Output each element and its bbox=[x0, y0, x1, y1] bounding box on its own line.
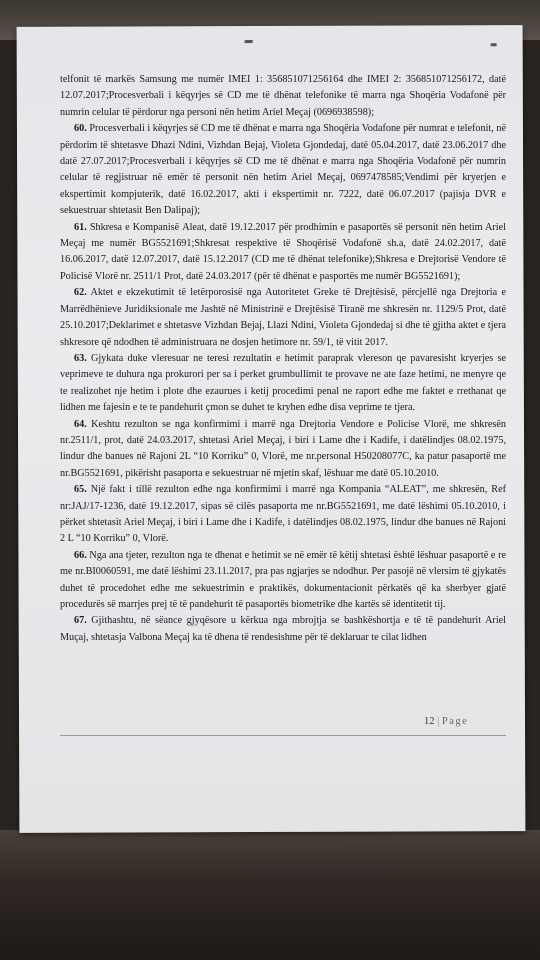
paragraph-number: 61. bbox=[74, 221, 87, 233]
paragraph-62 bbox=[60, 285, 506, 351]
mark-dash bbox=[491, 43, 497, 46]
paragraph-number: 66. bbox=[74, 549, 87, 561]
page-number: 12 bbox=[424, 716, 435, 727]
paragraph-number: 67. bbox=[74, 615, 87, 627]
paragraph-text: telfonit të markës Samsung me numër IMEI 1: 356851071256164 dhe IMEI 2: 356851071256172, datë 12.07.2017;Procesverbali i kёqyrjes sё CD me tё dhёnat telefonike tё marra nga Shoqёria Vodafonё pёr numrin celular tё pёrdorur nga personi nёn hetim Ariel Meçaj (0696938598); bbox=[60, 74, 506, 118]
paragraph-text: Aktet e ekzekutimit tё letёrporosisё nga Autoritetet Greke tё Drejtёsisё, pёrcjellё nga Drejtoria e Marrёdhёnieve Juridiksionale me Jashtё nё Ministrinё e Drejtёsisё Tiranё me shkresёn nr. 1129/5 Prot, datё 25.10.2017;Deklarimet e shtetasve Vizhdan Bejaj, Llazi Ndini, Violeta Gjondedaj si dhe tё gjitha aktet e tjera shkresore qё ndodhen tё administruara ne dosjen hetimore nr. 59/1, tё vitit 2017. bbox=[60, 287, 506, 348]
page-label: Page bbox=[441, 716, 469, 727]
paragraph-text: Nga ana tjeter, rezulton nga te dhenat e hetimit se nё emёr tё kёtij shtetasi ёshtё lёshuar pasaportё e re me nr.BI0060591, me datё lёshimi 23.11.2017, pra pas ngjarjes se ndodhur. Per pasojё nё vlersim tё gjykatёs duhet tё procedohet edhe me sekuestrimin e praktikёs, dokumentacionit pёrkatёs qё ka sherbyer gjatё procedurёs sё marrjes prej tё tё pandehurit tё pasaportёs biometrike dhe kartёs sё identitetit tij. bbox=[60, 549, 506, 610]
mark-dash bbox=[245, 40, 253, 43]
paragraph-61 bbox=[60, 220, 506, 286]
paragraph-text: Shkresa e Kompanisё Aleat, datё 19.12.2017 pёr prodhimin e pasaportёs sё personit nёn hetim Ariel Meçaj me numёr BG5521691;Shkresat respektive tё Shoqёrisё Vodafonё sh.a, datё 24.02.2017, datё 16.06.2017, datё 12.07.2017, datё 15.12.2017 (CD me tё dhёnat telefonike);Shkresa e Drejtorisё Vendore tё Policisё Vlorё nr. 2511/1 Prot, datё 24.03.2017 (pёr tё dhёnat e pasportёs me numёr BG5521691); bbox=[60, 221, 506, 282]
paragraph-number: 64. bbox=[74, 418, 87, 430]
paragraph-67 bbox=[60, 613, 506, 646]
paragraph-66 bbox=[60, 548, 506, 614]
footer-separator: | bbox=[437, 716, 440, 727]
paragraph-text: Njё fakt i tillё rezulton edhe nga konfirmimi i marrё nga Kompania “ALEAT”, me shkresёn, Ref nr:JAJ/17-1236, datё 19.12.2017, sipas sё cilёs pasaporta me nr.BG5521691, me datё lёshimi 05.10.2010, i pёrket shtetasit Ariel Meçaj, i biri i Lame dhe i Kadife, i datёlindjes 08.02.1975, lindur dhe banues nё Rajoni 2 L “10 Korriku” 0, Vlorё. bbox=[60, 484, 506, 545]
paragraph-continuation bbox=[60, 72, 506, 121]
background-bottom bbox=[0, 830, 540, 960]
paragraph-text: Keshtu rezulton se nga konfirmimi i marrё nga Drejtoria Vendore e Policise Vlorё, me shkresёn nr.2511/1, prot, datё 24.03.2017, shtetasi Ariel Meçaj, i biri i Lame dhe i Kadife, i datёlindjes 08.02.1975, lindur dhe banues nё Rajoni 2L “10 Korriku” 0, Vlorё, me nr.personal H50208077C, ka patur pasaportё me nr.BG5521691, pikёrisht pasaporta e sekuestruar nё mjetin skaf, lёshuar me datё 05.10.2010. bbox=[60, 418, 507, 479]
footer-rule bbox=[60, 735, 506, 736]
document-body bbox=[60, 72, 506, 646]
paragraph-60 bbox=[60, 121, 506, 219]
paragraph-64 bbox=[60, 417, 506, 483]
page-footer bbox=[424, 716, 468, 727]
paragraph-text: Procesverbali i kёqyrjes sё CD me tё dhёnat e marra nga Shoqёria Vodafone pёr numrat e telefonit, nё pёrdorim tё shtetasve Dhazi Ndini, Vizhdan Bejaj, Violeta Gjondedaj, datё 05.04.2017, datё 23.06.2017 dhe datё 27.07.2017;Procesverbali i kёqyrjes sё CD me tё dhёnat e marra nga Shoqёria Vodafonё pёr numrin celular tё regjistruar nё emёr tё personit nёn hetim Ariel Meçaj, 0697478585;Vendimi pёr kryerjen e ekspertimit kompjuterik, datё 16.02.2017, akti i ekspertimit nr. 7222, datё 06.07.2017 (pajisja DVR e sekuestruar shtetasit Ben Dalipaj); bbox=[60, 123, 506, 217]
paragraph-text: Gjithashtu, nё sёance gjyqёsore u kёrkua nga mbrojtja se bashkёshortja e tё tё pandehurit Ariel Muçaj, shtetasja Valbona Meçaj ka tё dhena tё rendesishme pёr tё deklaruar te cilat lidhen bbox=[60, 615, 506, 643]
paragraph-63 bbox=[60, 351, 506, 417]
paragraph-number: 63. bbox=[74, 352, 87, 364]
paragraph-65 bbox=[60, 482, 506, 548]
paragraph-number: 62. bbox=[74, 287, 87, 299]
paragraph-text: Gjykata duke vleresuar ne teresi rezultatin e hetimit paraprak vlereson qe pavaresisht kryerjes se veprimeve te duhura nga prokurori per sa i perket grumbullimit te provave ne ate faze hetimi, ne menyre qe te realizohet nje hetim i plote dhe ezaurues i ketij procedimi penal ne raport edhe me faktet e rrethanat qe lidhen me fajesin e te te pandehurit çmon se duhet te kryhen edhe disa veprime te tjera. bbox=[60, 352, 507, 414]
paragraph-number: 60. bbox=[74, 123, 87, 135]
paragraph-number: 65. bbox=[74, 484, 87, 496]
